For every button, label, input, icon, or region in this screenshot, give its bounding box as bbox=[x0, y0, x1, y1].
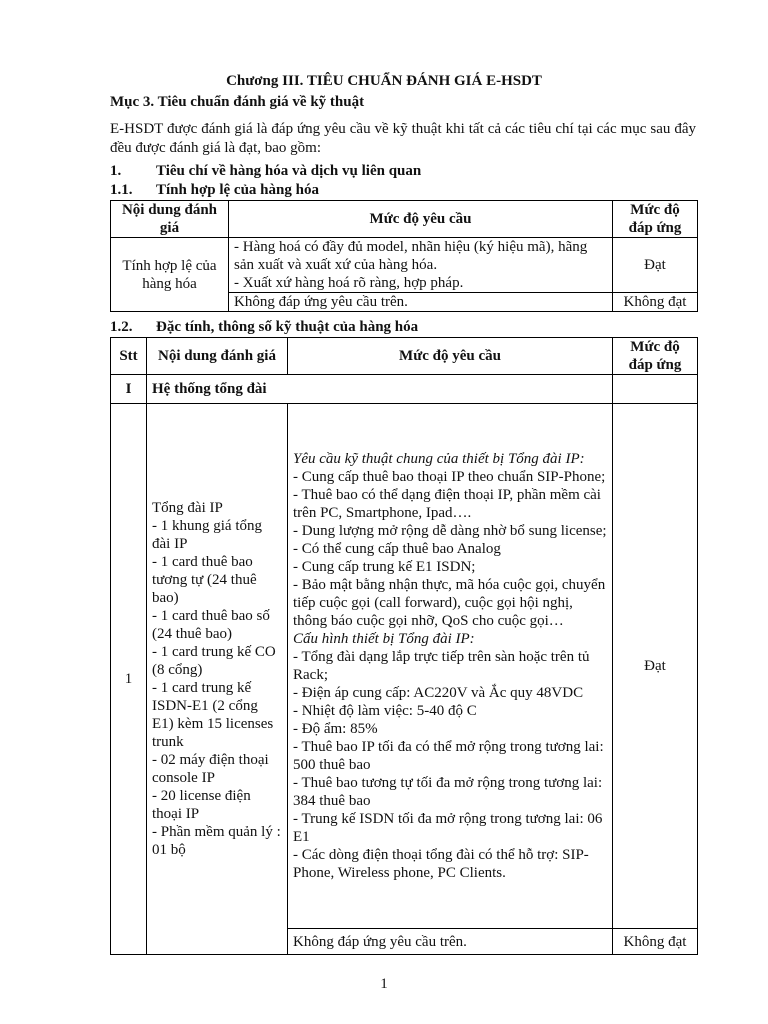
general-requirements-title: Yêu cầu kỹ thuật chung của thiết bị Tổng đài IP: bbox=[293, 451, 585, 467]
header-stt: Stt bbox=[111, 338, 147, 375]
config-line: - Tổng đài dạng lắp trực tiếp trên sàn hoặc trên tủ Rack; bbox=[293, 649, 590, 683]
requirement-line: - Thuê bao có thể dạng điện thoại IP, phần mềm cài trên PC, Smartphone, Ipad…. bbox=[293, 487, 601, 521]
requirement-line: - Cung cấp trung kế E1 ISDN; bbox=[293, 559, 476, 575]
requirement-line: - Hàng hoá có đầy đủ model, nhãn hiệu (ký hiệu mã), hãng sản xuất và xuất xứ của hàng hóa. bbox=[234, 239, 588, 273]
validity-table bbox=[110, 200, 698, 312]
heading-1 bbox=[110, 163, 421, 180]
content-line: - 1 card trung kế ISDN-E1 (2 cổng E1) kèm 15 licenses trunk bbox=[152, 680, 274, 750]
header-requirement: Mức độ yêu cầu bbox=[229, 201, 613, 238]
header-level: Mức độ đáp ứng bbox=[613, 338, 698, 375]
group-empty-cell bbox=[613, 375, 698, 404]
table-header-row bbox=[111, 201, 698, 238]
item-content-cell bbox=[147, 404, 288, 955]
item-stt: 1 bbox=[111, 404, 147, 955]
heading-1-2-number: 1.2. bbox=[110, 319, 133, 335]
item-requirement-cell bbox=[288, 404, 613, 929]
table-row bbox=[111, 404, 698, 929]
config-line: - Thuê bao tương tự tối đa mở rộng trong tương lai: 384 thuê bao bbox=[293, 775, 603, 809]
config-line: - Điện áp cung cấp: AC220V và Ắc quy 48VDC bbox=[293, 685, 584, 701]
config-line: - Các dòng điện thoại tổng đài có thể hỗ trợ: SIP-Phone, Wireless phone, PC Clients. bbox=[293, 847, 589, 881]
spec-table bbox=[110, 337, 698, 955]
requirement-line: - Bảo mật bằng nhận thực, mã hóa cuộc gọi, chuyển tiếp cuộc gọi (call forward), cuộc gọi hội nghị, thông báo cuộc gọi nhỡ, QoS cho cuộc gọi… bbox=[293, 577, 606, 629]
config-line: - Trung kế ISDN tối đa mở rộng trong tương lai: 06 E1 bbox=[293, 811, 603, 845]
requirement-line: - Cung cấp thuê bao thoại IP theo chuẩn SIP-Phone; bbox=[293, 469, 606, 485]
content-line: - 1 card thuê bao số (24 thuê bao) bbox=[152, 608, 270, 642]
requirement-line: - Xuất xứ hàng hoá rõ ràng, hợp pháp. bbox=[234, 275, 464, 291]
header-content: Nội dung đánh giá bbox=[111, 201, 229, 238]
fail-cell: Không đạt bbox=[613, 293, 698, 312]
header-requirement: Mức độ yêu cầu bbox=[288, 338, 613, 375]
table-row bbox=[111, 238, 698, 293]
pass-cell: Đạt bbox=[613, 238, 698, 293]
header-content: Nội dung đánh giá bbox=[147, 338, 288, 375]
heading-1-1 bbox=[110, 182, 319, 199]
fail-text-cell: Không đáp ứng yêu cầu trên. bbox=[288, 929, 613, 955]
config-line: - Nhiệt độ làm việc: 5-40 độ C bbox=[293, 703, 477, 719]
section-title: Mục 3. Tiêu chuẩn đánh giá về kỹ thuật bbox=[110, 94, 365, 110]
content-line: - 1 khung giá tổng đài IP bbox=[152, 518, 262, 552]
configuration-title: Cấu hình thiết bị Tổng đài IP: bbox=[293, 631, 475, 647]
heading-1-2 bbox=[110, 319, 418, 336]
content-line: Tổng đài IP bbox=[152, 500, 223, 516]
page-number: 1 bbox=[380, 976, 388, 992]
group-name: Hệ thống tổng đài bbox=[147, 375, 613, 404]
group-row bbox=[111, 375, 698, 404]
heading-1-number: 1. bbox=[110, 163, 122, 179]
heading-1-2-text: Đặc tính, thông số kỹ thuật của hàng hóa bbox=[156, 319, 419, 335]
heading-1-1-text: Tính hợp lệ của hàng hóa bbox=[156, 182, 319, 198]
group-stt: I bbox=[111, 375, 147, 404]
chapter-title: Chương III. TIÊU CHUẨN ĐÁNH GIÁ E-HSDT bbox=[226, 73, 542, 89]
heading-1-1-number: 1.1. bbox=[110, 182, 133, 198]
heading-1-text: Tiêu chí về hàng hóa và dịch vụ liên quan bbox=[156, 163, 422, 179]
requirement-line: - Dung lượng mở rộng dễ dàng nhờ bổ sung license; bbox=[293, 523, 607, 539]
content-line: - 02 máy điện thoại console IP bbox=[152, 752, 269, 786]
content-line: - 1 card trung kế CO (8 cổng) bbox=[152, 644, 276, 678]
header-level: Mức độ đáp ứng bbox=[613, 201, 698, 238]
content-line: - 20 license điện thoại IP bbox=[152, 788, 251, 822]
fail-text-cell: Không đáp ứng yêu cầu trên. bbox=[229, 293, 613, 312]
row-label: Tính hợp lệ của hàng hóa bbox=[111, 238, 229, 312]
requirement-line: - Có thể cung cấp thuê bao Analog bbox=[293, 541, 501, 557]
table-header-row bbox=[111, 338, 698, 375]
fail-cell: Không đạt bbox=[613, 929, 698, 955]
pass-cell: Đạt bbox=[613, 404, 698, 929]
intro-paragraph: E-HSDT được đánh giá là đáp ứng yêu cầu về kỹ thuật khi tất cả các tiêu chí tại các mục sau đây đều được đánh giá là đạt, bao gồm: bbox=[110, 121, 696, 156]
config-line: - Thuê bao IP tối đa có thể mở rộng trong tương lai: 500 thuê bao bbox=[293, 739, 604, 773]
requirement-cell bbox=[229, 238, 613, 293]
content-line: - 1 card thuê bao tương tự (24 thuê bao) bbox=[152, 554, 257, 606]
content-line: - Phần mềm quản lý : 01 bộ bbox=[152, 824, 281, 858]
config-line: - Độ ẩm: 85% bbox=[293, 721, 378, 737]
